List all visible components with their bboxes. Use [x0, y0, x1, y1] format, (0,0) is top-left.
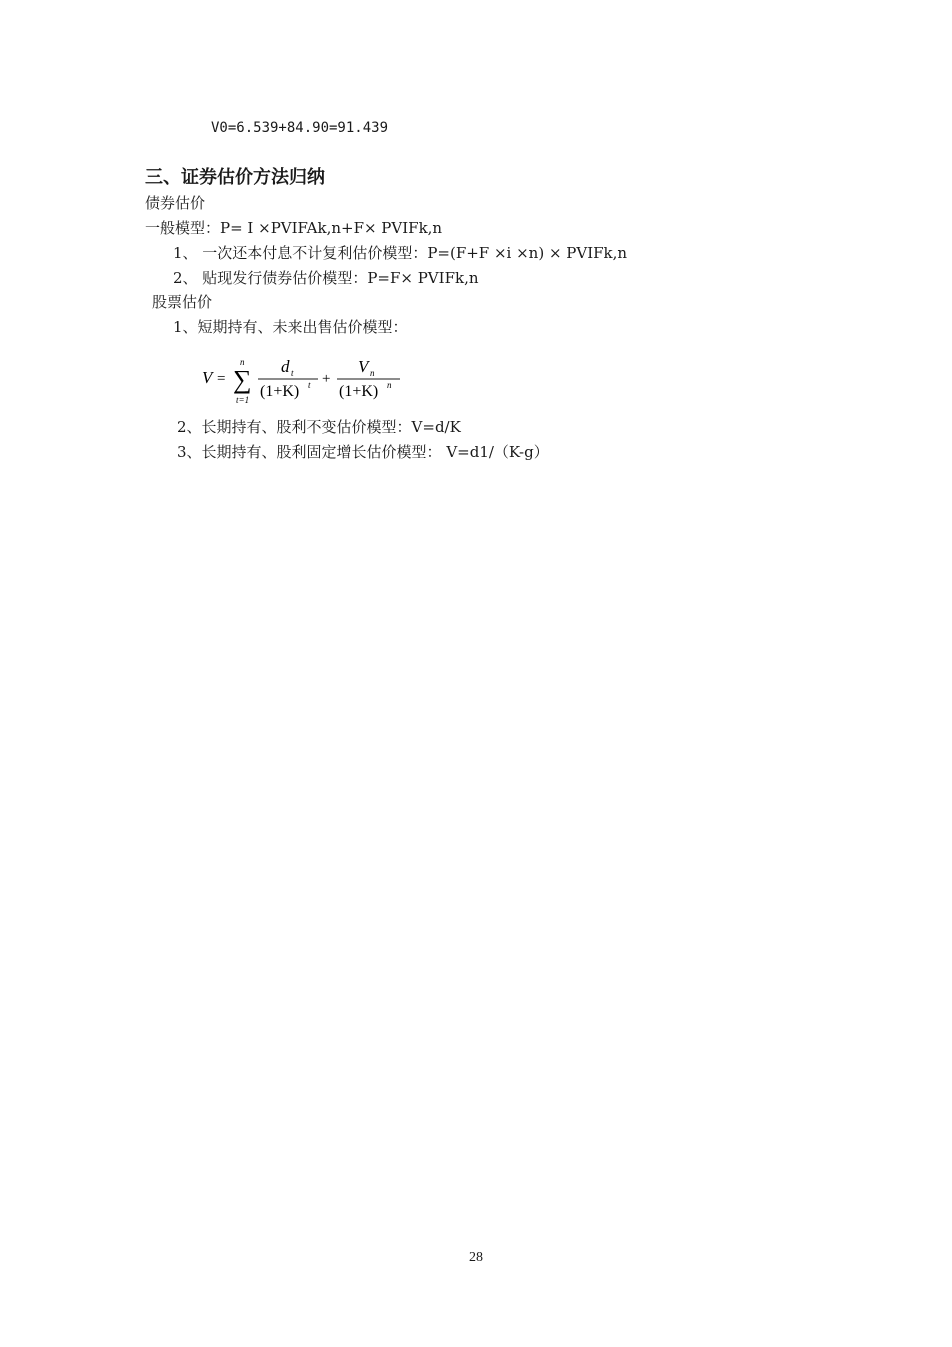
bond-model-2: 2、 贴现发行债券估价模型：P=F× PVIFk,n	[173, 269, 479, 287]
formula-plus: +	[322, 371, 331, 387]
stock-model-3: 3、长期持有、股利固定增长估价模型： V=d1/（K-g）	[177, 443, 549, 461]
stock-model-1: 1、短期持有、未来出售估价模型：	[173, 318, 408, 336]
formula-sigma-upper: n	[240, 357, 245, 367]
formula-den2: (1+K)	[339, 383, 379, 400]
bond-model-1: 1、 一次还本付息不计复利估价模型：P=(F+F ×i ×n) × PVIFk,n	[173, 244, 628, 262]
formula-den1: (1+K)	[260, 383, 300, 400]
formula-equals: =	[217, 371, 226, 387]
stock-valuation-title: 股票估价	[152, 293, 213, 311]
stock-model-2: 2、长期持有、股利不变估价模型：V=d/K	[177, 418, 461, 436]
page-number: 28	[469, 1250, 483, 1265]
formula-lhs: V	[202, 368, 213, 387]
bond-general-model: 一般模型：P= I ×PVIFAk,n+F× PVIFk,n	[145, 219, 443, 237]
formula-num2: V	[358, 357, 369, 376]
bond-valuation-title: 债券估价	[145, 194, 206, 212]
formula-sigma: ∑	[233, 365, 252, 394]
formula-sigma-lower: t=1	[236, 395, 250, 405]
stock-valuation-formula	[200, 352, 420, 408]
formula-num1-sub: t	[291, 368, 294, 378]
formula-num1: d	[281, 357, 290, 376]
formula-den2-sup: n	[387, 380, 392, 390]
section-heading: 三、证券估价方法归纳	[145, 167, 325, 188]
formula-num2-sub: n	[370, 368, 375, 378]
formula-den1-sup: t	[308, 380, 311, 390]
v0-result-line: V0=6.539+84.90=91.439	[211, 120, 389, 136]
